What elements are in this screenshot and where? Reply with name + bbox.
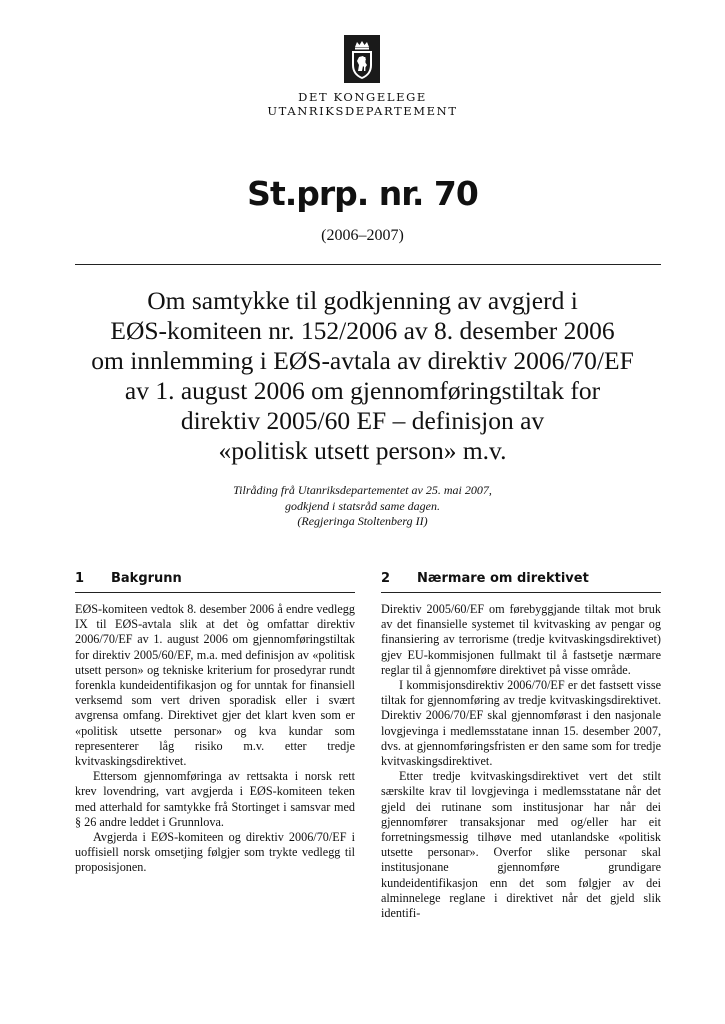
recommendation-line: godkjend i statsråd same dagen. — [285, 498, 440, 513]
main-title-line: av 1. august 2006 om gjennomføringstiltak for — [124, 376, 601, 405]
section-body — [75, 602, 355, 876]
recommendation-line: Tilråding frå Utanriksdepartementet av 25. mai 2007, — [233, 483, 492, 497]
proposition-year: (2006–2007) — [321, 227, 404, 244]
section-naermare-om-direktivet — [381, 570, 661, 921]
proposition-title: St.prp. nr. 70 — [247, 174, 478, 213]
paragraph: I kommisjonsdirektiv 2006/70/EF er det fastsett visse tiltak for gjennomføring av tredje kvitvaskingsdirektivet. Direktiv 2006/70/EF skal gjennomførast i den nasjonale lovgjevinga i medlemsstatane innan 15. desember 2007, dvs. at gjennomføringsfristen er den same som for tredje kvitvaskingsdirektivet. — [381, 678, 661, 769]
paragraph: Ettersom gjennomføringa av rettsakta i norsk rett krev lovendring, vart avgjerda i EØS-komiteen teken med atterhald for samtykke frå Stortinget i samsvar med § 26 andre leddet i Grunnlova. — [75, 769, 355, 829]
section-body — [381, 602, 661, 921]
ministry-name-line1: DET KONGELEGE — [298, 90, 427, 104]
royal-coat-of-arms-icon — [344, 35, 380, 83]
main-title — [55, 286, 670, 466]
section-number: 1 — [75, 571, 85, 586]
section-number: 2 — [381, 571, 391, 586]
recommendation-line: (Regjeringa Stoltenberg II) — [297, 514, 428, 528]
paragraph: EØS-komiteen vedtok 8. desember 2006 å endre vedlegg IX til EØS-avtala slik at det òg omfattar direktiv 2006/70/EF av 1. august 2006 om gjennomføringstiltak for direktiv 2005/60/EF, m.a. med definisjon av «politisk utsett person» og tekniske kriterium for prosedyrar rundt forenkla kundeidentifikasjon og for unntak for finansiell verksemd som vert driven sporadisk eller i svært avgrensa omfang. Direktivet gjer det klart kven som er «politisk utsette personar» og kva kundar som representerer låg risiko m.v. etter tredje kvitvaskingsdirektivet. — [75, 602, 355, 769]
section-divider — [75, 592, 355, 593]
main-title-line: om innlemming i EØS-avtala av direktiv 2006/70/EF — [91, 346, 634, 375]
section-title: Bakgrunn — [111, 571, 182, 586]
paragraph: Avgjerda i EØS-komiteen og direktiv 2006/70/EF i uoffisiell norsk omsetjing følgjer som trykte vedlegg til proposisjonen. — [75, 830, 355, 875]
section-bakgrunn — [75, 570, 355, 876]
main-title-line: EØS-komiteen nr. 152/2006 av 8. desember 2006 — [110, 316, 615, 345]
title-divider — [75, 264, 661, 265]
ministry-name — [200, 90, 525, 118]
main-title-line: Om samtykke til godkjenning av avgjerd i — [147, 286, 578, 315]
main-title-line: direktiv 2005/60 EF – definisjon av — [180, 406, 545, 435]
section-title: Nærmare om direktivet — [417, 571, 589, 586]
recommendation-note — [0, 483, 725, 530]
section-divider — [381, 592, 661, 593]
main-title-line: «politisk utsett person» m.v. — [218, 436, 507, 465]
paragraph: Etter tredje kvitvaskingsdirektivet vert det stilt særskilte krav til lovgjevinga i medlemsstatane når det gjeld dei rutinane som institusjonar har når dei gjennomfører transaksjonar med og/eller har eit forretningsmessig tilhøve med utanlandske «politisk utsette personar». Overfor slike personar skal institusjonane gjennomføre grundigare kundeidentifikasjon enn det som følgjer av dei alminnelege reglane i direktivet når det gjeld slik identifi- — [381, 769, 661, 921]
section-heading — [75, 570, 355, 588]
section-heading — [381, 570, 661, 588]
paragraph: Direktiv 2005/60/EF om førebyggjande tiltak mot bruk av det finansielle systemet til kvitvasking av pengar og finansiering av terrorisme (tredje kvitvaskingsdirektivet) gjev EU-kommisjonen fullmakt til å fastsetje nærmare reglar til å gjennomføre direktivet på visse område. — [381, 602, 661, 677]
ministry-name-line2: UTANRIKSDEPARTEMENT — [267, 104, 458, 118]
